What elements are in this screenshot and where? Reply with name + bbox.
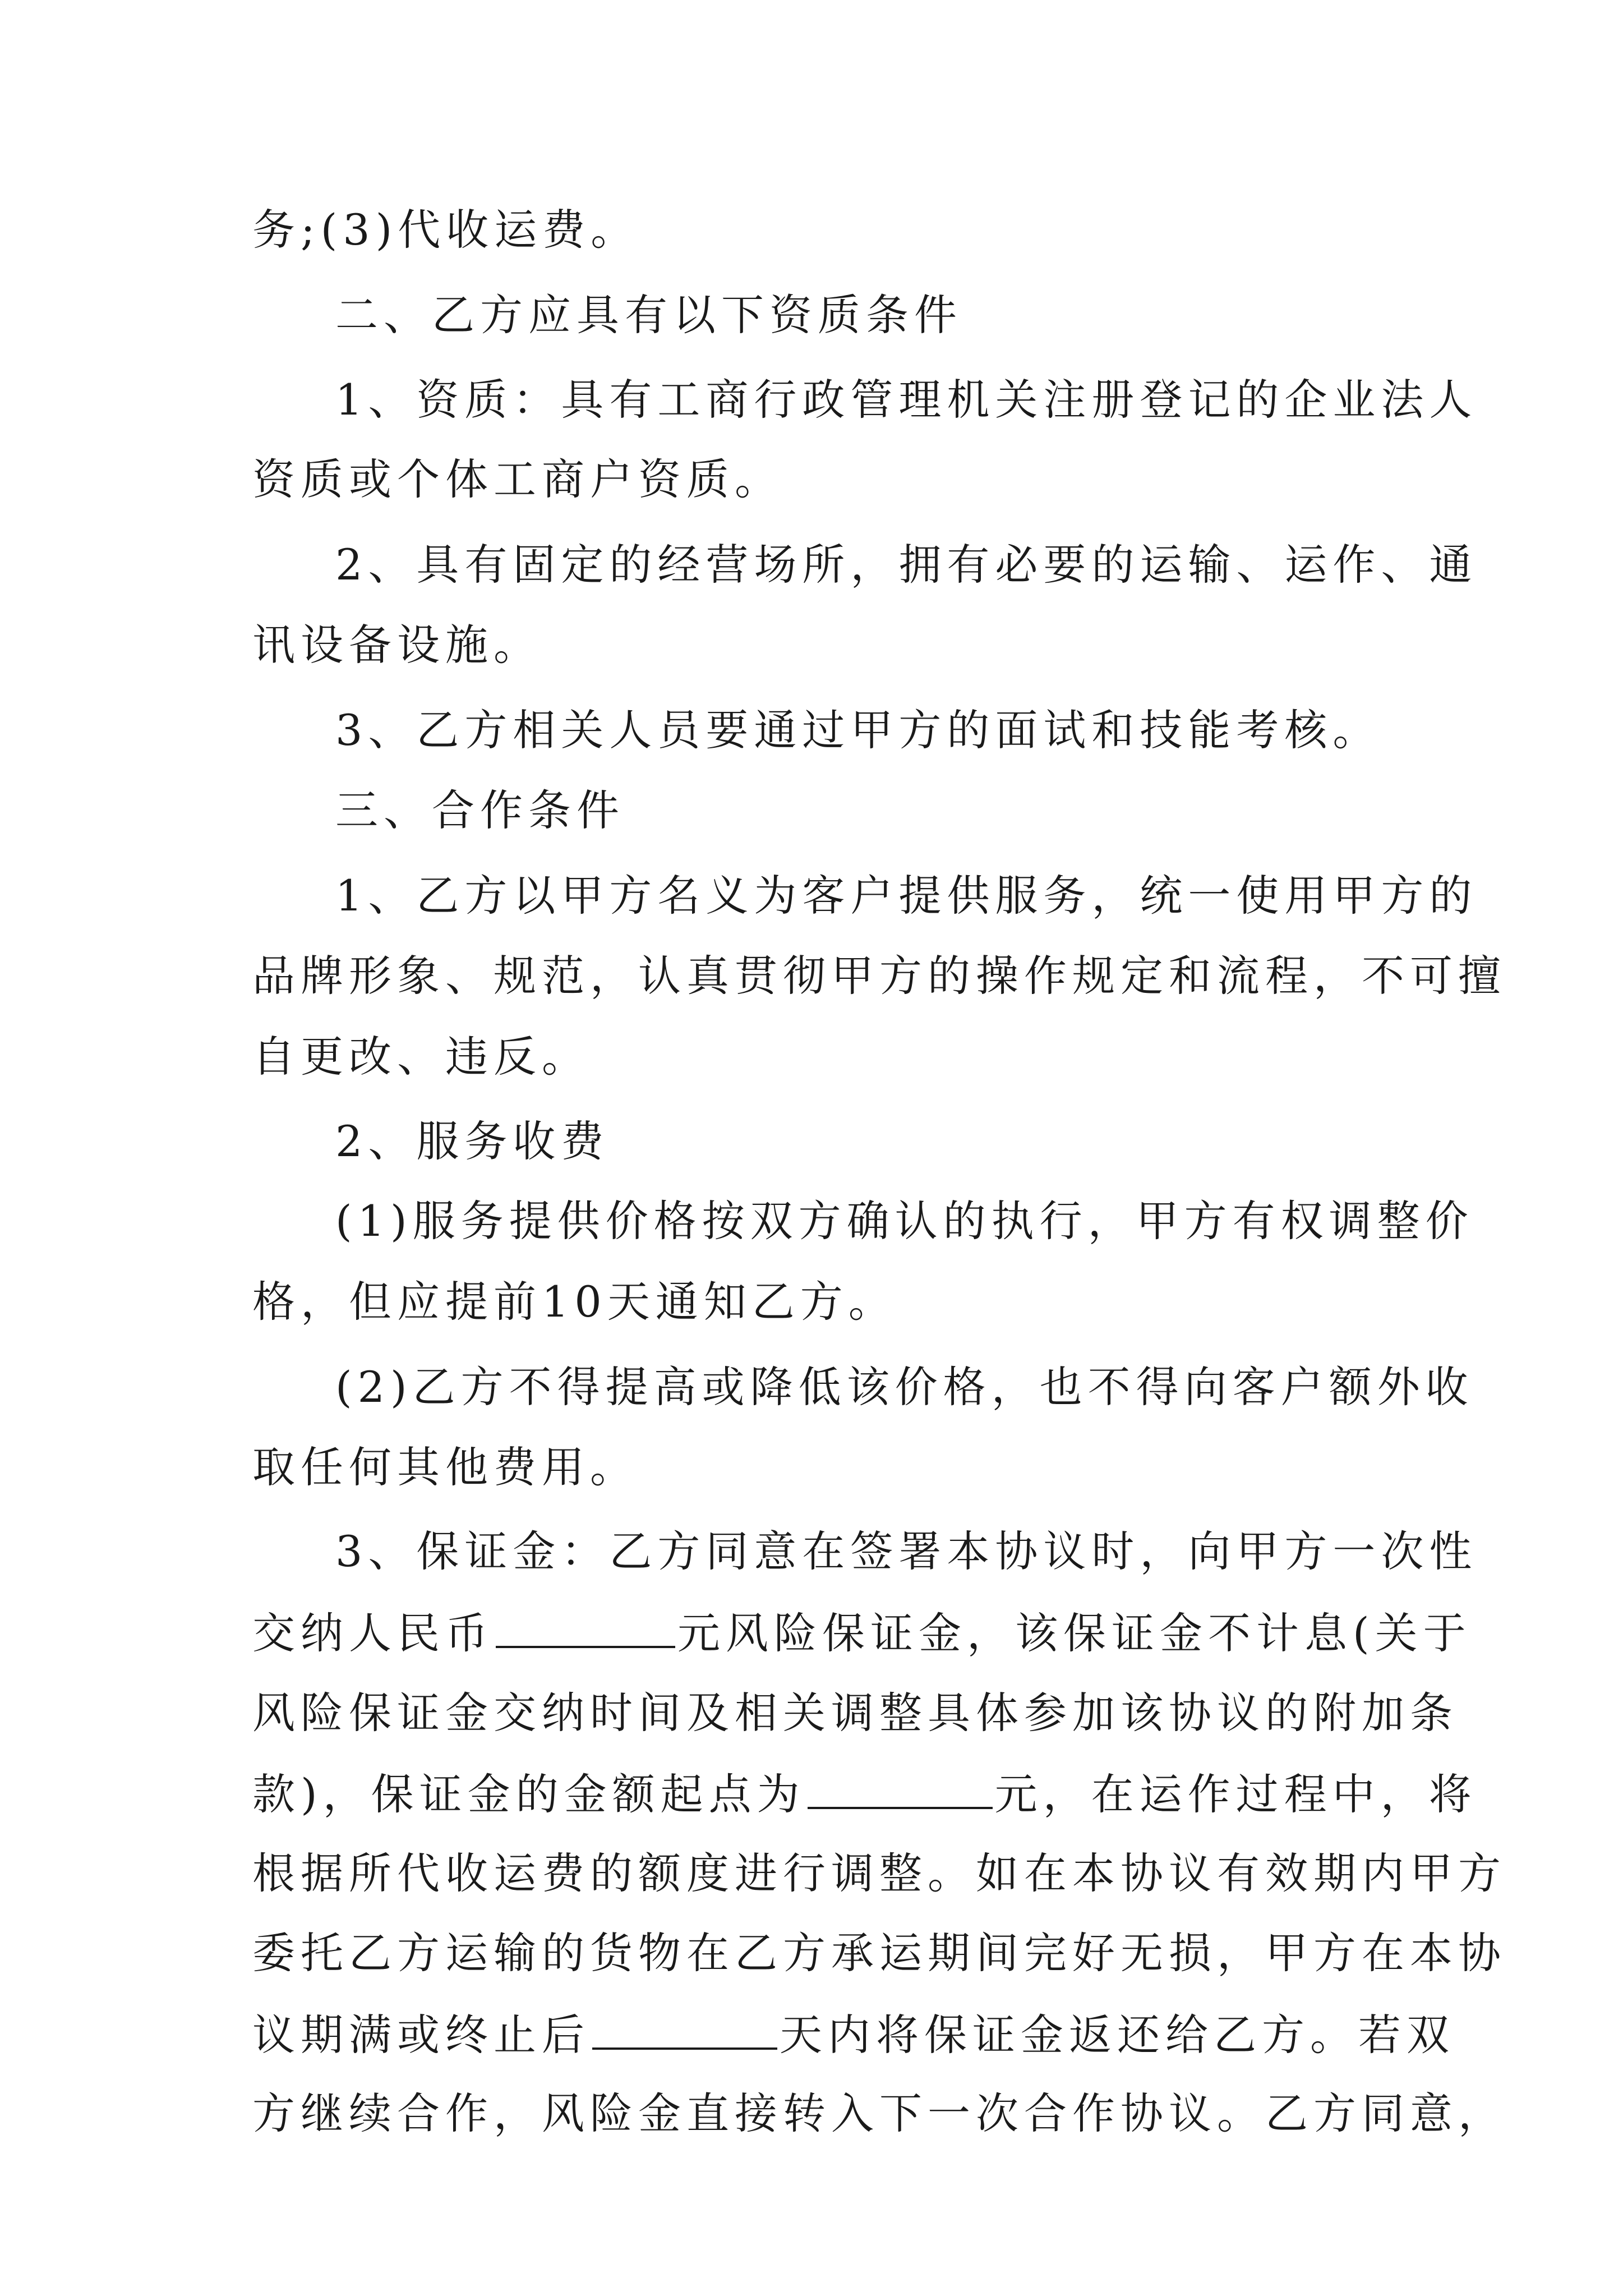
- text-line: [252, 1765, 1477, 1821]
- section-heading: 三、合作条件: [335, 785, 625, 835]
- line-segment: 款)，保证金的金额起点为: [252, 1769, 805, 1819]
- line-segment: 议期满或终止后: [252, 2010, 590, 2060]
- text-line: 方继续合作，风险金直接转入下一次合作协议。乙方同意，: [252, 2088, 1506, 2138]
- text-line: (2)乙方不得提高或降低该价格，也不得向客户额外收: [335, 1362, 1474, 1412]
- text-line: 1、资质：具有工商行政管理机关注册登记的企业法人: [335, 375, 1478, 425]
- line-segment: 交纳人民币: [252, 1608, 494, 1658]
- text-line: 3、保证金：乙方同意在签署本协议时，向甲方一次性: [335, 1526, 1478, 1576]
- text-line: 2、服务收费: [335, 1116, 610, 1166]
- fill-in-blank[interactable]: [592, 2006, 777, 2050]
- text-line: 1、乙方以甲方名义为客户提供服务，统一使用甲方的: [335, 871, 1478, 921]
- text-line: 自更改、违反。: [252, 1032, 590, 1082]
- text-line: 3、乙方相关人员要通过甲方的面试和技能考核。: [335, 705, 1381, 755]
- line-segment: 天内将保证金返还给乙方。若双: [780, 2010, 1455, 2060]
- text-line: 务;(3)代收运费。: [252, 205, 639, 255]
- text-line: 讯设备设施。: [252, 620, 542, 670]
- text-line: 格，但应提前10天通知乙方。: [252, 1277, 897, 1327]
- text-line: 委托乙方运输的货物在乙方承运期间完好无损，甲方在本协: [252, 1928, 1506, 1978]
- fill-in-blank[interactable]: [808, 1765, 993, 1809]
- fill-in-blank[interactable]: [496, 1604, 675, 1648]
- text-line: [252, 2006, 1455, 2062]
- text-line: 风险保证金交纳时间及相关调整具体参加该协议的附加条: [252, 1688, 1458, 1738]
- text-line: 2、具有固定的经营场所，拥有必要的运输、运作、通: [335, 540, 1478, 590]
- text-line: 根据所代收运费的额度进行调整。如在本协议有效期内甲方: [252, 1848, 1506, 1898]
- text-line: 取任何其他费用。: [252, 1442, 638, 1492]
- line-segment: 元风险保证金，该保证金不计息(关于: [677, 1608, 1472, 1658]
- text-line: 品牌形象、规范，认真贯彻甲方的操作规定和流程，不可擅: [252, 951, 1506, 1001]
- text-line: [252, 1604, 1472, 1660]
- text-line: (1)服务提供价格按双方确认的执行，甲方有权调整价: [335, 1196, 1474, 1246]
- line-segment: 元，在运作过程中，将: [994, 1769, 1477, 1819]
- section-heading: 二、乙方应具有以下资质条件: [335, 290, 962, 340]
- text-line: 资质或个体工商户资质。: [252, 454, 783, 504]
